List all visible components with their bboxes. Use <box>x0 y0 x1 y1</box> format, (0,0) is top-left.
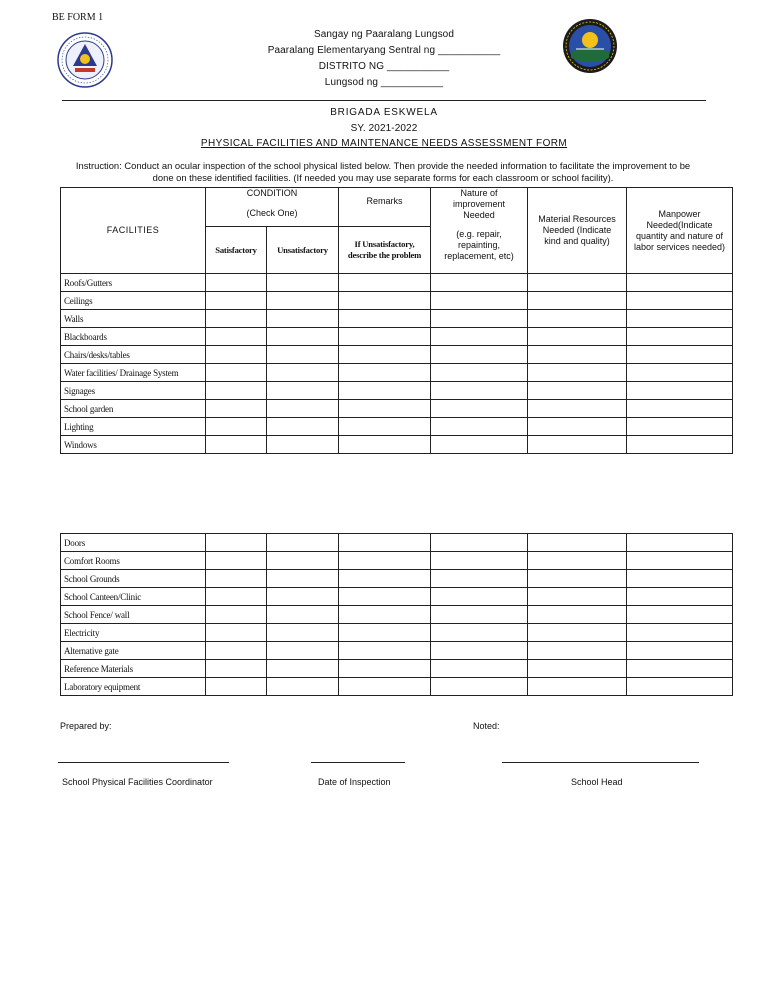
unsatisfactory-cell[interactable] <box>267 274 339 292</box>
table-2-body <box>61 534 733 696</box>
table-row <box>61 642 733 660</box>
nature-cell[interactable] <box>431 642 528 660</box>
form-code: BE FORM 1 <box>52 12 104 23</box>
material-cell[interactable] <box>528 364 627 382</box>
satisfactory-cell[interactable] <box>206 660 267 678</box>
table-row <box>61 606 733 624</box>
table-1-body <box>61 274 733 454</box>
nature-cell[interactable] <box>431 588 528 606</box>
satisfactory-cell[interactable] <box>206 642 267 660</box>
nature-line-1: Nature of <box>460 188 498 198</box>
nature-cell[interactable] <box>431 678 528 696</box>
facility-label: Water facilities/ Drainage System <box>61 364 206 382</box>
instruction-line-1: Instruction: Conduct an ocular inspection of the school physical listed below. Then provide the needed information to facilitate the improvement to be <box>75 160 691 171</box>
facility-label: Reference Materials <box>61 660 206 678</box>
unsatisfactory-cell[interactable] <box>267 534 339 552</box>
satisfactory-cell[interactable] <box>206 534 267 552</box>
material-cell[interactable] <box>528 328 627 346</box>
material-line-3: kind and quality) <box>544 236 610 246</box>
facility-label: Walls <box>61 310 206 328</box>
remarks-cell[interactable] <box>339 642 431 660</box>
material-line-1: Material Resources <box>538 214 616 224</box>
prepared-by-label: Prepared by: <box>60 721 112 731</box>
satisfactory-cell[interactable] <box>206 274 267 292</box>
nature-cell[interactable] <box>431 624 528 642</box>
header-condition <box>206 188 339 227</box>
nature-cell[interactable] <box>431 570 528 588</box>
material-cell[interactable] <box>528 400 627 418</box>
material-cell[interactable] <box>528 274 627 292</box>
check-one-label: (Check One) <box>246 208 298 218</box>
nature-eg-3: replacement, etc) <box>444 251 514 261</box>
material-cell[interactable] <box>528 660 627 678</box>
table-row <box>61 382 733 400</box>
date-signature-line <box>311 762 405 763</box>
satisfactory-cell[interactable] <box>206 678 267 696</box>
manpower-line-2: Needed(Indicate <box>646 219 713 230</box>
manpower-cell[interactable] <box>627 642 733 660</box>
satisfactory-cell[interactable] <box>206 364 267 382</box>
nature-cell[interactable] <box>431 400 528 418</box>
table-row <box>61 310 733 328</box>
facility-label: Laboratory equipment <box>61 678 206 696</box>
nature-cell[interactable] <box>431 436 528 454</box>
manpower-cell[interactable] <box>627 274 733 292</box>
material-cell[interactable] <box>528 310 627 328</box>
material-cell[interactable] <box>528 588 627 606</box>
manpower-cell[interactable] <box>627 624 733 642</box>
manpower-cell[interactable] <box>627 382 733 400</box>
remarks-cell[interactable] <box>339 534 431 552</box>
table-row <box>61 364 733 382</box>
unsatisfactory-cell[interactable] <box>267 588 339 606</box>
remarks-cell[interactable] <box>339 328 431 346</box>
manpower-cell[interactable] <box>627 552 733 570</box>
unsatisfactory-cell[interactable] <box>267 382 339 400</box>
manpower-cell[interactable] <box>627 534 733 552</box>
header-facilities: FACILITIES <box>61 188 206 274</box>
material-line-2: Needed (Indicate <box>542 225 612 235</box>
material-cell[interactable] <box>528 346 627 364</box>
facility-label: Alternative gate <box>61 642 206 660</box>
unsatisfactory-cell[interactable] <box>267 310 339 328</box>
table-row <box>61 436 733 454</box>
remarks-cell[interactable] <box>339 346 431 364</box>
material-cell[interactable] <box>528 534 627 552</box>
facility-label: School Canteen/Clinic <box>61 588 206 606</box>
header-remarks: Remarks <box>339 188 431 227</box>
material-cell[interactable] <box>528 292 627 310</box>
unsatisfactory-cell[interactable] <box>267 606 339 624</box>
header-material <box>528 188 627 274</box>
table-row <box>61 400 733 418</box>
unsatisfactory-cell[interactable] <box>267 570 339 588</box>
manpower-cell[interactable] <box>627 418 733 436</box>
manpower-line-4: labor services needed) <box>633 241 726 252</box>
nature-cell[interactable] <box>431 606 528 624</box>
unsatisfactory-cell[interactable] <box>267 436 339 454</box>
if-unsat-line-2: describe the problem <box>347 250 422 260</box>
remarks-cell[interactable] <box>339 364 431 382</box>
nature-cell[interactable] <box>431 346 528 364</box>
nature-cell[interactable] <box>431 364 528 382</box>
satisfactory-cell[interactable] <box>206 382 267 400</box>
satisfactory-cell[interactable] <box>206 624 267 642</box>
facility-label: Lighting <box>61 418 206 436</box>
nature-line-3: Needed <box>463 210 495 220</box>
nature-cell[interactable] <box>431 534 528 552</box>
manpower-cell[interactable] <box>627 310 733 328</box>
manpower-cell[interactable] <box>627 436 733 454</box>
satisfactory-cell[interactable] <box>206 346 267 364</box>
nature-line-2: improvement <box>452 199 506 209</box>
header-line-4: Lungsod ng ___________ <box>324 77 444 88</box>
remarks-cell[interactable] <box>339 274 431 292</box>
nature-cell[interactable] <box>431 418 528 436</box>
date-caption: Date of Inspection <box>318 777 391 787</box>
satisfactory-cell[interactable] <box>206 552 267 570</box>
manpower-cell[interactable] <box>627 660 733 678</box>
facility-label: Signages <box>61 382 206 400</box>
nature-cell[interactable] <box>431 292 528 310</box>
facilities-table-1 <box>60 187 733 454</box>
material-cell[interactable] <box>528 382 627 400</box>
manpower-cell[interactable] <box>627 328 733 346</box>
instruction-line-2: done on these identified facilities. (If needed you may use separate forms for each classroom or school facility). <box>152 172 614 183</box>
manpower-cell[interactable] <box>627 606 733 624</box>
nature-cell[interactable] <box>431 274 528 292</box>
program-title: BRIGADA ESKWELA <box>330 107 438 118</box>
header-divider <box>62 100 706 101</box>
material-cell[interactable] <box>528 436 627 454</box>
remarks-cell[interactable] <box>339 292 431 310</box>
condition-label: CONDITION <box>246 188 298 198</box>
satisfactory-cell[interactable] <box>206 418 267 436</box>
satisfactory-cell[interactable] <box>206 436 267 454</box>
facilities-table-2 <box>60 533 733 696</box>
table-row <box>61 292 733 310</box>
facility-label: Comfort Rooms <box>61 552 206 570</box>
remarks-cell[interactable] <box>339 436 431 454</box>
remarks-cell[interactable] <box>339 588 431 606</box>
material-cell[interactable] <box>528 552 627 570</box>
manpower-cell[interactable] <box>627 588 733 606</box>
manpower-cell[interactable] <box>627 292 733 310</box>
table-row <box>61 534 733 552</box>
unsatisfactory-cell[interactable] <box>267 678 339 696</box>
if-unsat-line-1: If Unsatisfactory, <box>354 239 415 249</box>
unsatisfactory-cell[interactable] <box>267 642 339 660</box>
table-row <box>61 552 733 570</box>
material-cell[interactable] <box>528 642 627 660</box>
nature-cell[interactable] <box>431 382 528 400</box>
table-row <box>61 678 733 696</box>
head-signature-line <box>502 762 699 763</box>
remarks-cell[interactable] <box>339 570 431 588</box>
nature-eg-1: (e.g. repair, <box>456 229 502 239</box>
satisfactory-cell[interactable] <box>206 310 267 328</box>
manpower-cell[interactable] <box>627 346 733 364</box>
remarks-cell[interactable] <box>339 606 431 624</box>
header-nature <box>431 188 528 274</box>
table-row <box>61 624 733 642</box>
header-line-2: Paaralang Elementaryang Sentral ng ___________ <box>267 45 501 56</box>
instruction <box>58 160 708 184</box>
manpower-line-3: quantity and nature of <box>635 230 724 241</box>
unsatisfactory-cell[interactable] <box>267 660 339 678</box>
coordinator-caption: School Physical Facilities Coordinator <box>62 777 213 787</box>
header-line-1: Sangay ng Paaralang Lungsod <box>313 29 455 40</box>
remarks-cell[interactable] <box>339 660 431 678</box>
unsatisfactory-cell[interactable] <box>267 400 339 418</box>
satisfactory-cell[interactable] <box>206 588 267 606</box>
satisfactory-cell[interactable] <box>206 292 267 310</box>
manpower-cell[interactable] <box>627 400 733 418</box>
head-caption: School Head <box>571 777 623 787</box>
unsatisfactory-cell[interactable] <box>267 328 339 346</box>
unsatisfactory-cell[interactable] <box>267 624 339 642</box>
satisfactory-cell[interactable] <box>206 328 267 346</box>
remarks-cell[interactable] <box>339 310 431 328</box>
noted-label: Noted: <box>473 721 500 731</box>
material-cell[interactable] <box>528 624 627 642</box>
remarks-cell[interactable] <box>339 418 431 436</box>
nature-cell[interactable] <box>431 660 528 678</box>
table-row <box>61 346 733 364</box>
facility-label: Electricity <box>61 624 206 642</box>
nature-cell[interactable] <box>431 310 528 328</box>
material-cell[interactable] <box>528 606 627 624</box>
header-unsatisfactory: Unsatisfactory <box>267 227 339 274</box>
nature-cell[interactable] <box>431 328 528 346</box>
satisfactory-cell[interactable] <box>206 606 267 624</box>
header-line-3: DISTRITO NG ___________ <box>318 61 450 72</box>
material-cell[interactable] <box>528 678 627 696</box>
facility-label: Blackboards <box>61 328 206 346</box>
header-if-unsatisfactory <box>339 227 431 274</box>
unsatisfactory-cell[interactable] <box>267 552 339 570</box>
table-row <box>61 588 733 606</box>
remarks-cell[interactable] <box>339 400 431 418</box>
remarks-cell[interactable] <box>339 624 431 642</box>
remarks-cell[interactable] <box>339 678 431 696</box>
manpower-cell[interactable] <box>627 364 733 382</box>
facility-label: Windows <box>61 436 206 454</box>
table-row <box>61 328 733 346</box>
facility-label: School Grounds <box>61 570 206 588</box>
facility-label: Ceilings <box>61 292 206 310</box>
facility-label: Chairs/desks/tables <box>61 346 206 364</box>
facility-label: Doors <box>61 534 206 552</box>
unsatisfactory-cell[interactable] <box>267 292 339 310</box>
table-row <box>61 570 733 588</box>
satisfactory-cell[interactable] <box>206 570 267 588</box>
manpower-cell[interactable] <box>627 570 733 588</box>
satisfactory-cell[interactable] <box>206 400 267 418</box>
table-row <box>61 274 733 292</box>
nature-cell[interactable] <box>431 552 528 570</box>
material-cell[interactable] <box>528 418 627 436</box>
unsatisfactory-cell[interactable] <box>267 418 339 436</box>
manpower-line-1: Manpower <box>658 208 701 219</box>
facility-label: School garden <box>61 400 206 418</box>
unsatisfactory-cell[interactable] <box>267 364 339 382</box>
table-row <box>61 418 733 436</box>
material-cell[interactable] <box>528 570 627 588</box>
school-year: SY. 2021-2022 <box>350 123 418 134</box>
remarks-cell[interactable] <box>339 382 431 400</box>
nature-eg-2: repainting, <box>457 240 501 250</box>
form-title: PHYSICAL FACILITIES AND MAINTENANCE NEEDS ASSESSMENT FORM <box>200 138 568 149</box>
remarks-cell[interactable] <box>339 552 431 570</box>
manpower-cell[interactable] <box>627 678 733 696</box>
facility-label: School Fence/ wall <box>61 606 206 624</box>
unsatisfactory-cell[interactable] <box>267 346 339 364</box>
coordinator-signature-line <box>58 762 229 763</box>
facility-label: Roofs/Gutters <box>61 274 206 292</box>
table-row <box>61 660 733 678</box>
header-satisfactory: Satisfactory <box>206 227 267 274</box>
header-manpower <box>627 188 733 274</box>
